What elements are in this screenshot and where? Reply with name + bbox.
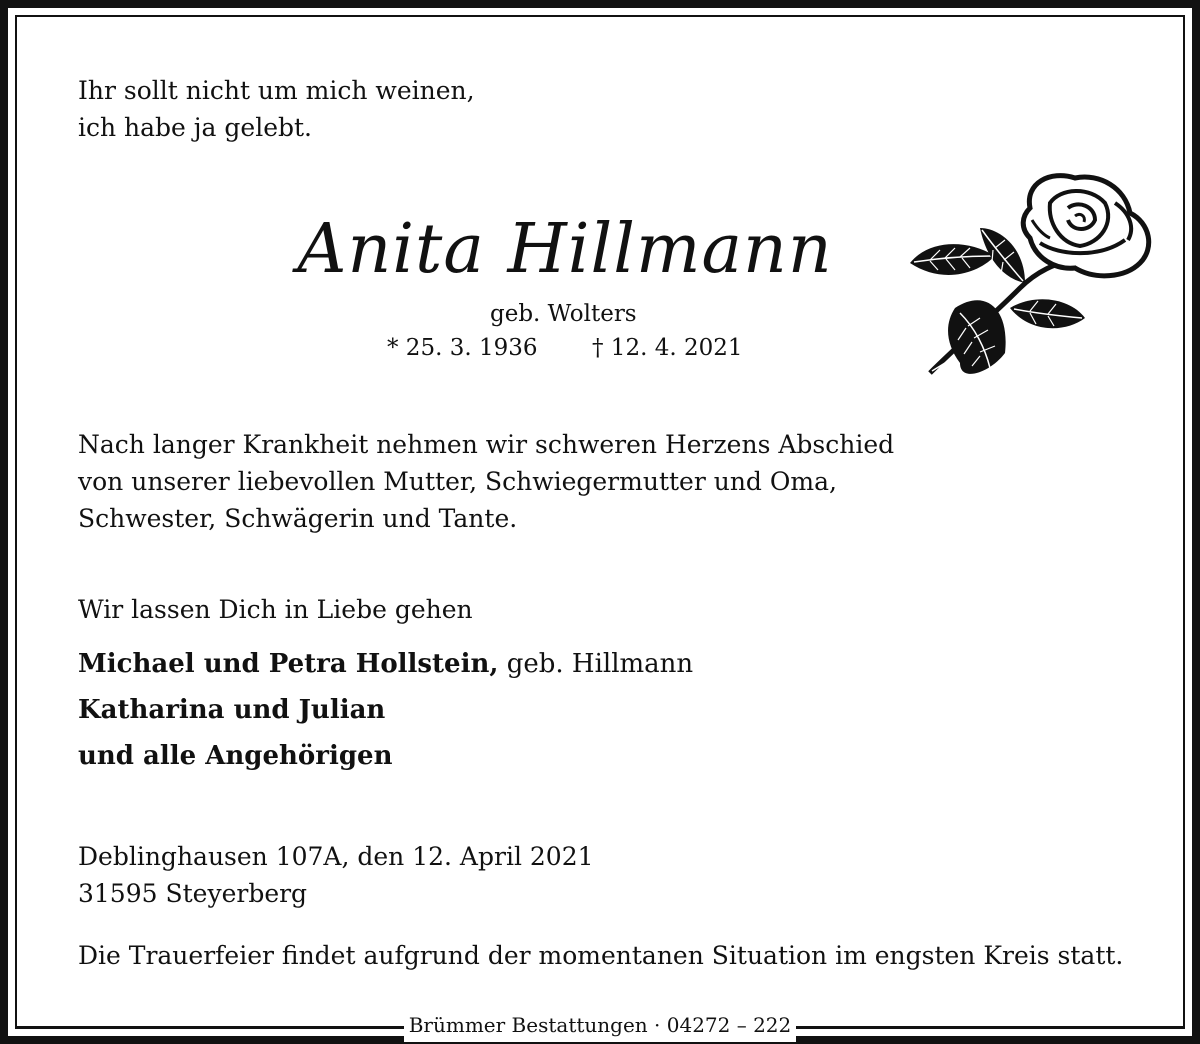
- birth-date: * 25. 3. 1936: [387, 335, 538, 361]
- mourner-maiden-name: geb. Hillmann: [498, 649, 694, 679]
- announcement: [78, 426, 894, 537]
- rose-icon: [900, 168, 1160, 390]
- announcement-line-3: Schwester, Schwägerin und Tante.: [78, 504, 518, 533]
- motto-line-2: ich habe ja gelebt.: [78, 113, 312, 142]
- deceased-name: Anita Hillmann: [297, 210, 833, 289]
- mourner-line-2: Katharina und Julian: [78, 695, 386, 725]
- footer: [0, 1008, 1200, 1042]
- maiden-name: geb. Wolters: [490, 301, 637, 327]
- footer-rule-right: [790, 1026, 1183, 1029]
- mourner-line-1: [78, 646, 693, 682]
- announcement-line-2: von unserer liebevollen Mutter, Schwiegermutter und Oma,: [78, 467, 837, 496]
- farewell-line: Wir lassen Dich in Liebe gehen: [78, 595, 473, 624]
- motto-line-1: Ihr sollt nicht um mich weinen,: [78, 76, 475, 105]
- ceremony-note: Die Trauerfeier findet aufgrund der momentanen Situation im engsten Kreis statt.: [78, 941, 1124, 970]
- death-date: † 12. 4. 2021: [592, 335, 743, 361]
- mourner-names: Michael und Petra Hollstein,: [78, 649, 499, 679]
- announcement-line-1: Nach langer Krankheit nehmen wir schweren Herzens Abschied: [78, 430, 895, 459]
- mourner-line-3: und alle Angehörigen: [78, 741, 393, 771]
- address-line-1: Deblinghausen 107A, den 12. April 2021: [78, 842, 594, 871]
- address: [78, 838, 594, 912]
- footer-rule-left: [17, 1026, 412, 1029]
- address-line-2: 31595 Steyerberg: [78, 879, 308, 908]
- funeral-home-credit: Brümmer Bestattungen · 04272 – 222: [404, 1008, 796, 1042]
- motto: [78, 72, 475, 146]
